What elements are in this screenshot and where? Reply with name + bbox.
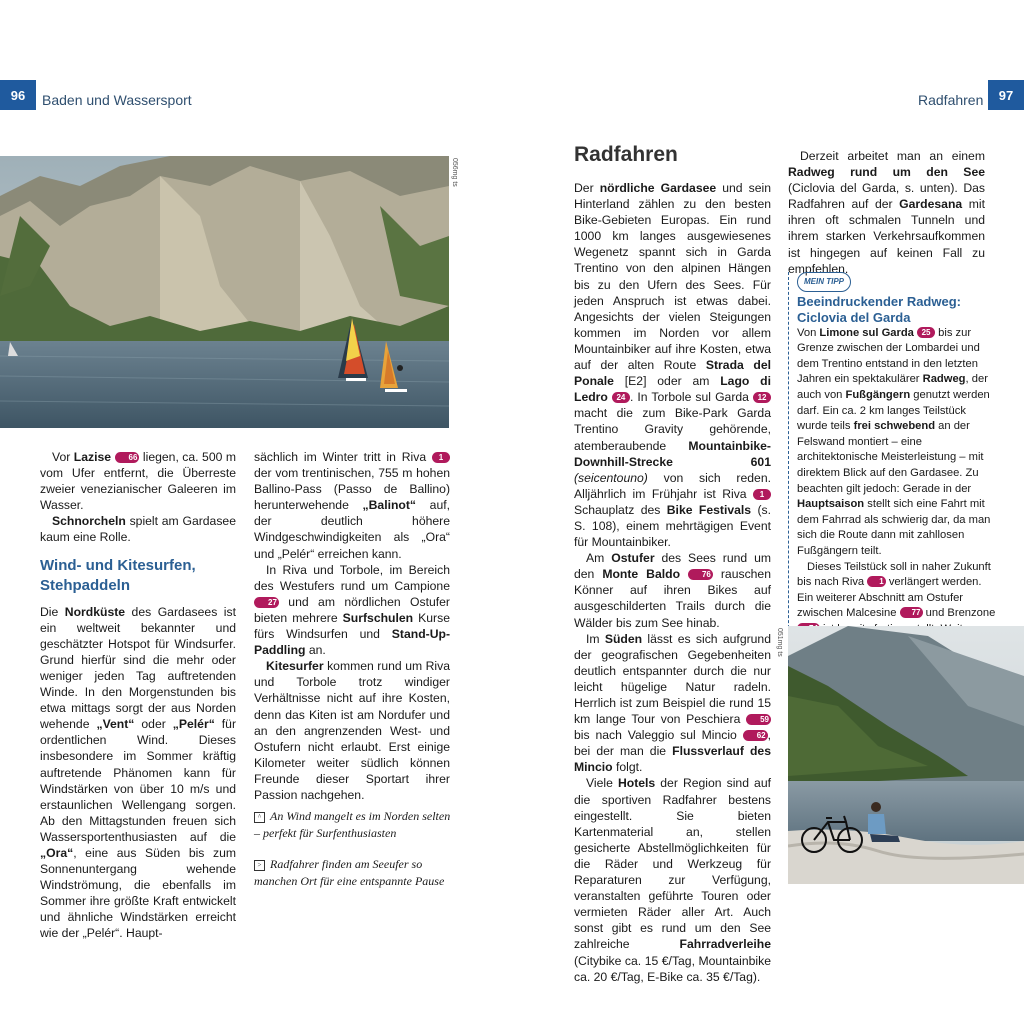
right-page-number: 97 (988, 80, 1024, 110)
map-marker-badge: 77 (900, 607, 923, 618)
caption-cyclist: > Radfahrer finden am Seeufer so manchen Ort für eine entspannte Pause (254, 857, 445, 888)
map-marker-badge: 12 (753, 392, 771, 403)
map-marker-badge: 25 (917, 327, 935, 338)
right-page-heading: Radfahren (574, 143, 678, 166)
cyclist-photo (788, 626, 1024, 884)
left-page-title: Baden und Wassersport (42, 92, 192, 108)
map-marker-badge: 1 (432, 452, 450, 463)
left-photo-credit: 056mg ts (451, 158, 458, 187)
map-marker-badge: 1 (867, 576, 885, 587)
left-page-number: 96 (0, 80, 36, 110)
left-column-2: sächlich im Winter tritt in Riva 1 der vom trentinischen, 755 m hohen Ballino-Pass (Passo de Ballino) herunterwehende „Balinot“ auf, der deutlich höhere Windgeschwindigkeiten als „Ora“ und „Pelér“ erreichen kann. In Riva und Torbole, im Bereich des Westufers rund um Campione 27 und am nördlichen Ostufer bieten mehrere Surfschulen Kurse fürs Windsurfen und Stand-Up-Paddling an. Kitesurfer kommen rund um Riva und Torbole trotz windiger Verhältnisse nicht auf ihre Kosten, denn das Kiten ist am Nordufer und an den angrenzenden West- und Ostufern nicht erlaubt. Erst einige Kilometer weiter südlich können Freunde dieser Sportart ihrer Passion nachgehen. (254, 450, 450, 802)
mein-tipp-box: MEIN TIPP Beeindruckender Radweg: Ciclovia del Garda Von Limone sul Garda 25 bis zur Grenze zwischen der Lombardei und dem Trentino entstand in den letzten Jahren ein spektakulärer Radweg, der auch von Fußgängern genutzt werden darf. Ein ca. 2 km langes Teilstück wurde teils frei schwebend an der Felswand montiert – eine architektonische Meisterleistung – mit direktem Blick auf den Gardasee. Zu beachten gilt jedoch: Gerade in der Hauptsaison stellt sich eine Fahrt mit dem Fahrrad als schwierig dar, da man sich die Route dann mit zahllosen Fußgängern teilt. Dieses Teilstück soll in naher Zukunft bis nach Riva 1 verlängert werden. Ein weiterer Abschnitt am Ostufer zwischen Malcesine 77 und Brenzone (788, 272, 997, 653)
map-marker-badge: 59 (746, 714, 771, 725)
caption-windsurf: ^ An Wind mangelt es im Norden selten – perfekt für Surfenthusiasten (254, 809, 451, 840)
left-column-1: Vor Lazise 66 liegen, ca. 500 m vom Ufer entfernt, die Überreste zweier venezianischer Galeeren im Wasser. Schnorcheln spielt am Gardasee kaum eine Rolle. Wind- und Kitesurfen, Stehpaddeln Die Nordküste des Gardasees ist ein weltweit bekannter und geschätzter Hotspot für Windsurfer. Grund hierfür sind die mehr oder weniger jeden Tag auftretenden Winde. In den Morgenstunden bis etwa mittags sorgt der aus Norden wehende „Vent“ oder „Pelér“ für ordentlichen Wind. Dieses insbesondere im Sommer kräftig auftretende Phänomen kann für Windstärken von über 10 m/s und erstaunlichen Wellengang sorgen. Ab den Mittagstunden freuen sich Wassersportenthusiasten auf die „Ora“, eine aus Süden bis zum Sonnenuntergang wehende Windströmung, die ebenfalls im Sommer ihre größte Kraft entwickelt und ähnliche Windstärken erreicht wie der „Pelér“. Haupt- (40, 450, 237, 941)
tip-title: Beeindruckender Radweg: Ciclovia del Garda (797, 293, 961, 325)
right-column-2: Derzeit arbeitet man an einem Radweg rund um den See (Ciclovia del Garda, s. unten). Das Radfahren auf der Gardesana mit ihren oft schmalen Tunneln und ihrem starken Verkehrsaufkommen ist hingegen auf keinen Fall zu empfehlen. (788, 149, 985, 276)
windsurfing-photo (0, 156, 449, 428)
right-page-title: Radfahren (918, 92, 984, 108)
map-marker-badge: 66 (115, 452, 140, 463)
map-marker-badge: 62 (743, 730, 768, 741)
map-marker-badge: 76 (688, 569, 713, 580)
map-marker-badge: 1 (753, 489, 771, 500)
section-heading-wind: Wind- und Kitesurfen, Stehpaddeln (40, 556, 196, 594)
arrow-right-icon: > (254, 860, 265, 871)
map-marker-badge: 27 (254, 597, 279, 608)
mein-tipp-badge: MEIN TIPP (797, 272, 851, 292)
right-column-1: Der nördliche Gardasee und sein Hinterland zählen zu den besten Bike-Gebieten Europas. Ein rund 1000 km langes ausgewiesenes Wegenetz spannt sich in Garda Trentino von den alpinen Hängen bis zu den Ufern des Sees. Für jeden Anspruch ist etwas dabei. Angesichts der vielen Steigungen kommen im Norden vor allem Mountainbiker auf ihre Kosten, etwa auf der alten Route Strada del Ponale [E2] oder am Lago di Ledro 24 . In Torbole sul Garda 12 macht die zum Bike-Park Garda Trentino Gravity gehörende, atemberaubende Mountainbike-Downhill-Strecke 601 (seicentouno) von sich reden. Alljährlich im Frühjahr ist Riva 1 Schauplatz des Bike Festivals (s. S. 108), einem mehrtägigen Event für Mountainbiker. Am Ostufer des Sees rund um den Monte Baldo 76 rauschen Könner auf ihren Bikes auf ausgeschilderten Trails durch die Wälder bis zum See hinab. Im Süden lässt es sich aufgrund der geografischen Gegebenheiten deutlich entspannter durch die nur leicht hügelige Natur radeln. Herrlich ist zum Beispiel die rund 15 km lange Tour von Peschiera 59 bis nach Valeggio sul Mincio 62 , bei der man die Flussverlauf des Mincio folgt. Viele Hotels der Region sind auf die sportiven Radfahrer bestens eingestellt. Sie bieten Kartenmaterial an, stellen gesicherte Abstellmöglichkeiten für die Räder und Werkzeug für Reparaturen zur Verfügung, veranstalten geführte Touren oder vermieten Räder aller Art. Auch sonst gibt es rund um den See zahlreiche Fahrradverleihe (Citybike ca. 15 €/Tag, Mountainbike ca. 20 €/Tag, E-Bike ca. 35 €/Tag). (574, 181, 772, 984)
map-marker-badge: 24 (612, 392, 630, 403)
right-photo-credit: 051mg ts (776, 628, 783, 657)
arrow-up-icon: ^ (254, 812, 265, 823)
